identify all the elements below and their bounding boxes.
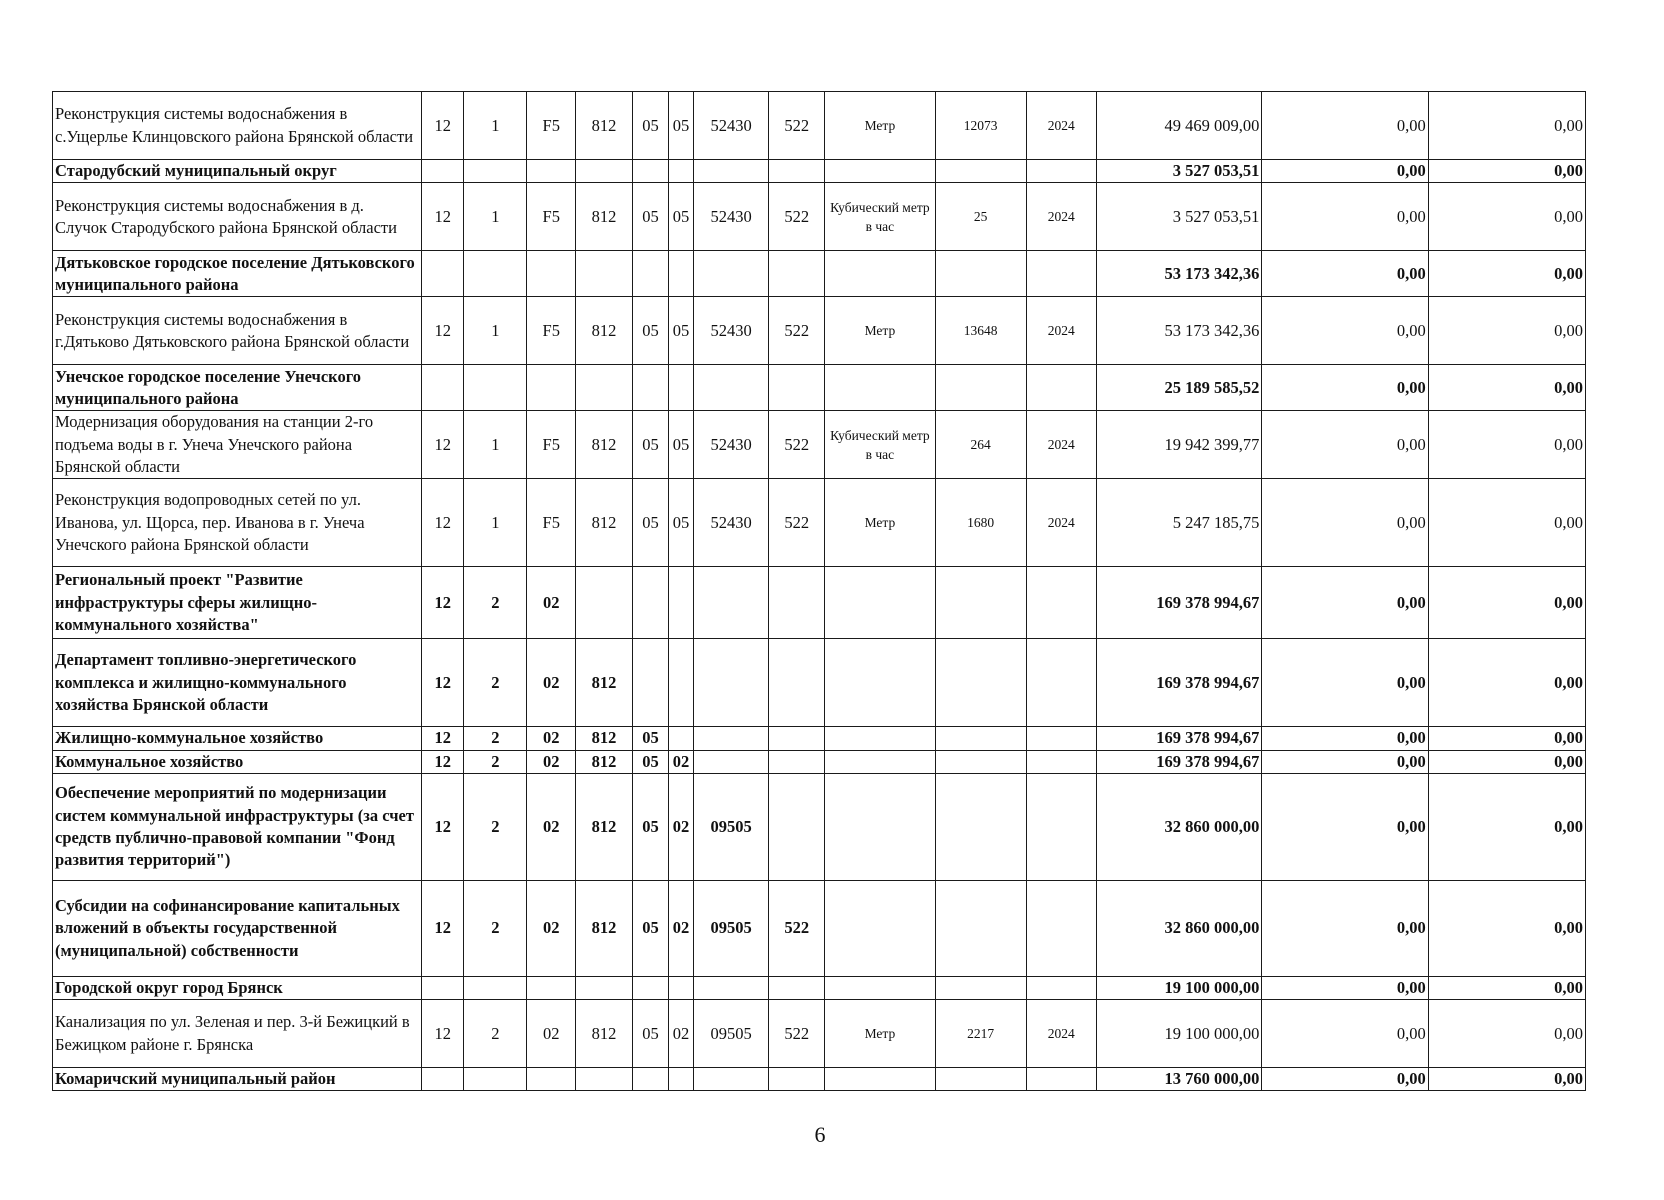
amount-cell-2: 0,00 <box>1262 880 1428 976</box>
year-cell: 2024 <box>1026 1000 1096 1068</box>
code-col-6: 05 <box>669 411 694 479</box>
code-col-6: 05 <box>669 183 694 251</box>
code-col-6: 05 <box>669 479 694 567</box>
amount-cell-2: 0,00 <box>1262 479 1428 567</box>
code-col-2 <box>464 365 527 411</box>
amount-cell-1: 49 469 009,00 <box>1096 92 1261 160</box>
code-col-3: F5 <box>527 183 576 251</box>
code-col-2 <box>464 251 527 297</box>
code-col-2: 1 <box>464 297 527 365</box>
unit-cell <box>825 365 936 411</box>
page-number: 6 <box>814 1122 826 1147</box>
code-col-1: 12 <box>422 411 464 479</box>
unit-cell <box>825 567 936 639</box>
code-col-3: 02 <box>527 880 576 976</box>
code-col-6 <box>669 160 694 183</box>
table-row <box>53 183 1586 251</box>
code-col-3: 02 <box>527 750 576 773</box>
unit-cell <box>825 1068 936 1091</box>
code-col-3: 02 <box>527 1000 576 1068</box>
code-col-8 <box>769 750 825 773</box>
unit-cell <box>825 750 936 773</box>
code-col-1 <box>422 976 464 999</box>
code-col-4: 812 <box>576 727 633 750</box>
amount-cell-2: 0,00 <box>1262 639 1428 727</box>
code-col-7 <box>693 365 768 411</box>
code-col-4 <box>576 567 633 639</box>
code-col-8 <box>769 365 825 411</box>
code-col-7: 09505 <box>693 880 768 976</box>
amount-cell-1: 169 378 994,67 <box>1096 750 1261 773</box>
row-name: Канализация по ул. Зеленая и пер. 3-й Бежицкий в Бежицком районе г. Брянска <box>53 1000 422 1068</box>
table-row <box>53 750 1586 773</box>
code-col-4: 812 <box>576 479 633 567</box>
code-col-5: 05 <box>632 750 668 773</box>
code-col-7 <box>693 639 768 727</box>
code-col-1: 12 <box>422 880 464 976</box>
amount-cell-1: 32 860 000,00 <box>1096 773 1261 880</box>
code-col-4: 812 <box>576 1000 633 1068</box>
code-col-2 <box>464 160 527 183</box>
table-row <box>53 880 1586 976</box>
amount-cell-3: 0,00 <box>1428 297 1585 365</box>
amount-cell-1: 19 100 000,00 <box>1096 1000 1261 1068</box>
code-col-6 <box>669 567 694 639</box>
amount-cell-3: 0,00 <box>1428 880 1585 976</box>
code-col-4: 812 <box>576 297 633 365</box>
year-cell <box>1026 727 1096 750</box>
unit-cell <box>825 880 936 976</box>
amount-cell-3: 0,00 <box>1428 479 1585 567</box>
amount-cell-2: 0,00 <box>1262 773 1428 880</box>
unit-cell: Метр <box>825 297 936 365</box>
row-name: Жилищно-коммунальное хозяйство <box>53 727 422 750</box>
code-col-4: 812 <box>576 92 633 160</box>
year-cell: 2024 <box>1026 92 1096 160</box>
code-col-4: 812 <box>576 880 633 976</box>
code-col-3: F5 <box>527 297 576 365</box>
code-col-2: 1 <box>464 479 527 567</box>
unit-cell <box>825 251 936 297</box>
code-col-1: 12 <box>422 297 464 365</box>
code-col-3: 02 <box>527 773 576 880</box>
amount-cell-1: 53 173 342,36 <box>1096 251 1261 297</box>
table-row <box>53 365 1586 411</box>
code-col-7: 52430 <box>693 92 768 160</box>
quantity-cell <box>935 365 1026 411</box>
code-col-6: 05 <box>669 92 694 160</box>
code-col-2 <box>464 1068 527 1091</box>
code-col-5: 05 <box>632 297 668 365</box>
quantity-cell: 2217 <box>935 1000 1026 1068</box>
code-col-5: 05 <box>632 183 668 251</box>
year-cell <box>1026 639 1096 727</box>
row-name: Коммунальное хозяйство <box>53 750 422 773</box>
unit-cell <box>825 727 936 750</box>
code-col-8 <box>769 251 825 297</box>
year-cell <box>1026 160 1096 183</box>
row-name: Модернизация оборудования на станции 2-го подъема воды в г. Унеча Унечского района Брянской области <box>53 411 422 479</box>
code-col-6: 05 <box>669 297 694 365</box>
unit-cell <box>825 639 936 727</box>
code-col-3 <box>527 976 576 999</box>
code-col-5: 05 <box>632 1000 668 1068</box>
code-col-1: 12 <box>422 727 464 750</box>
amount-cell-1: 169 378 994,67 <box>1096 567 1261 639</box>
budget-table <box>52 91 1586 1091</box>
amount-cell-3: 0,00 <box>1428 365 1585 411</box>
year-cell: 2024 <box>1026 411 1096 479</box>
amount-cell-1: 25 189 585,52 <box>1096 365 1261 411</box>
code-col-5: 05 <box>632 92 668 160</box>
row-name: Обеспечение мероприятий по модернизации систем коммунальной инфраструктуры (за счет средств публично-правовой компании "Фонд развития территорий") <box>53 773 422 880</box>
table-row <box>53 1000 1586 1068</box>
amount-cell-2: 0,00 <box>1262 976 1428 999</box>
quantity-cell <box>935 727 1026 750</box>
code-col-7: 52430 <box>693 411 768 479</box>
code-col-3: F5 <box>527 479 576 567</box>
table-row <box>53 251 1586 297</box>
code-col-7 <box>693 750 768 773</box>
quantity-cell <box>935 160 1026 183</box>
code-col-1: 12 <box>422 1000 464 1068</box>
code-col-8 <box>769 773 825 880</box>
code-col-2: 2 <box>464 750 527 773</box>
code-col-4: 812 <box>576 183 633 251</box>
code-col-7 <box>693 1068 768 1091</box>
code-col-7: 52430 <box>693 183 768 251</box>
year-cell: 2024 <box>1026 183 1096 251</box>
year-cell <box>1026 251 1096 297</box>
code-col-8: 522 <box>769 92 825 160</box>
code-col-4: 812 <box>576 750 633 773</box>
code-col-6 <box>669 727 694 750</box>
amount-cell-2: 0,00 <box>1262 251 1428 297</box>
code-col-6 <box>669 365 694 411</box>
code-col-1: 12 <box>422 639 464 727</box>
table-body <box>53 92 1586 1091</box>
amount-cell-1: 32 860 000,00 <box>1096 880 1261 976</box>
row-name: Департамент топливно-энергетического комплекса и жилищно-коммунального хозяйства Брянской области <box>53 639 422 727</box>
code-col-4 <box>576 365 633 411</box>
table-row <box>53 773 1586 880</box>
amount-cell-2: 0,00 <box>1262 1068 1428 1091</box>
code-col-2: 2 <box>464 773 527 880</box>
quantity-cell: 13648 <box>935 297 1026 365</box>
year-cell <box>1026 773 1096 880</box>
amount-cell-2: 0,00 <box>1262 1000 1428 1068</box>
code-col-3 <box>527 1068 576 1091</box>
code-col-1 <box>422 251 464 297</box>
code-col-5: 05 <box>632 479 668 567</box>
amount-cell-3: 0,00 <box>1428 773 1585 880</box>
code-col-3: 02 <box>527 727 576 750</box>
row-name: Городской округ город Брянск <box>53 976 422 999</box>
code-col-8: 522 <box>769 479 825 567</box>
code-col-7 <box>693 160 768 183</box>
amount-cell-2: 0,00 <box>1262 411 1428 479</box>
unit-cell: Метр <box>825 479 936 567</box>
code-col-8 <box>769 727 825 750</box>
row-name: Субсидии на софинансирование капитальных вложений в объекты государственной (муниципальной) собственности <box>53 880 422 976</box>
row-name: Реконструкция водопроводных сетей по ул. Иванова, ул. Щорса, пер. Иванова в г. Унеча Унечского района Брянской области <box>53 479 422 567</box>
quantity-cell: 264 <box>935 411 1026 479</box>
code-col-6: 02 <box>669 773 694 880</box>
table-row <box>53 639 1586 727</box>
code-col-4: 812 <box>576 639 633 727</box>
table-row <box>53 976 1586 999</box>
code-col-1: 12 <box>422 479 464 567</box>
code-col-5: 05 <box>632 727 668 750</box>
code-col-5 <box>632 639 668 727</box>
amount-cell-2: 0,00 <box>1262 183 1428 251</box>
code-col-2: 1 <box>464 92 527 160</box>
row-name: Реконструкция системы водоснабжения в д. Случок Стародубского района Брянской области <box>53 183 422 251</box>
amount-cell-1: 169 378 994,67 <box>1096 727 1261 750</box>
amount-cell-3: 0,00 <box>1428 411 1585 479</box>
code-col-8 <box>769 1068 825 1091</box>
code-col-2: 2 <box>464 1000 527 1068</box>
amount-cell-1: 3 527 053,51 <box>1096 183 1261 251</box>
code-col-7: 52430 <box>693 297 768 365</box>
amount-cell-2: 0,00 <box>1262 567 1428 639</box>
table-row <box>53 479 1586 567</box>
code-col-6 <box>669 976 694 999</box>
amount-cell-2: 0,00 <box>1262 297 1428 365</box>
quantity-cell <box>935 773 1026 880</box>
amount-cell-1: 3 527 053,51 <box>1096 160 1261 183</box>
amount-cell-2: 0,00 <box>1262 365 1428 411</box>
code-col-1 <box>422 1068 464 1091</box>
code-col-6: 02 <box>669 880 694 976</box>
quantity-cell <box>935 1068 1026 1091</box>
code-col-5 <box>632 365 668 411</box>
code-col-2: 2 <box>464 567 527 639</box>
code-col-3: F5 <box>527 92 576 160</box>
code-col-2: 2 <box>464 880 527 976</box>
row-name: Реконструкция системы водоснабжения в с.Ущерлье Клинцовского района Брянской области <box>53 92 422 160</box>
unit-cell <box>825 160 936 183</box>
year-cell <box>1026 976 1096 999</box>
amount-cell-3: 0,00 <box>1428 727 1585 750</box>
code-col-5 <box>632 976 668 999</box>
code-col-8: 522 <box>769 880 825 976</box>
table-row <box>53 297 1586 365</box>
code-col-7 <box>693 251 768 297</box>
table-row <box>53 727 1586 750</box>
code-col-6: 02 <box>669 750 694 773</box>
amount-cell-1: 53 173 342,36 <box>1096 297 1261 365</box>
unit-cell <box>825 773 936 880</box>
code-col-7: 52430 <box>693 479 768 567</box>
code-col-7 <box>693 567 768 639</box>
code-col-2: 2 <box>464 639 527 727</box>
code-col-5: 05 <box>632 773 668 880</box>
quantity-cell <box>935 639 1026 727</box>
amount-cell-3: 0,00 <box>1428 251 1585 297</box>
amount-cell-1: 13 760 000,00 <box>1096 1068 1261 1091</box>
year-cell: 2024 <box>1026 297 1096 365</box>
code-col-6 <box>669 1068 694 1091</box>
unit-cell <box>825 976 936 999</box>
amount-cell-3: 0,00 <box>1428 92 1585 160</box>
quantity-cell: 12073 <box>935 92 1026 160</box>
code-col-1: 12 <box>422 92 464 160</box>
code-col-4: 812 <box>576 773 633 880</box>
unit-cell: Кубический метр в час <box>825 183 936 251</box>
year-cell <box>1026 567 1096 639</box>
quantity-cell <box>935 567 1026 639</box>
code-col-5 <box>632 251 668 297</box>
code-col-4: 812 <box>576 411 633 479</box>
row-name: Стародубский муниципальный округ <box>53 160 422 183</box>
amount-cell-3: 0,00 <box>1428 1068 1585 1091</box>
row-name: Региональный проект "Развитие инфраструктуры сферы жилищно-коммунального хозяйства" <box>53 567 422 639</box>
code-col-3: 02 <box>527 639 576 727</box>
code-col-7: 09505 <box>693 1000 768 1068</box>
code-col-8: 522 <box>769 411 825 479</box>
quantity-cell <box>935 976 1026 999</box>
code-col-6 <box>669 251 694 297</box>
amount-cell-3: 0,00 <box>1428 567 1585 639</box>
amount-cell-3: 0,00 <box>1428 976 1585 999</box>
year-cell <box>1026 880 1096 976</box>
code-col-2: 1 <box>464 411 527 479</box>
unit-cell: Метр <box>825 92 936 160</box>
code-col-8: 522 <box>769 1000 825 1068</box>
code-col-4 <box>576 976 633 999</box>
code-col-4 <box>576 1068 633 1091</box>
amount-cell-3: 0,00 <box>1428 639 1585 727</box>
code-col-2: 1 <box>464 183 527 251</box>
amount-cell-2: 0,00 <box>1262 92 1428 160</box>
code-col-1: 12 <box>422 183 464 251</box>
code-col-3 <box>527 365 576 411</box>
code-col-5 <box>632 1068 668 1091</box>
code-col-3: 02 <box>527 567 576 639</box>
code-col-8 <box>769 639 825 727</box>
year-cell: 2024 <box>1026 479 1096 567</box>
amount-cell-3: 0,00 <box>1428 1000 1585 1068</box>
code-col-1 <box>422 365 464 411</box>
unit-cell: Кубический метр в час <box>825 411 936 479</box>
code-col-4 <box>576 251 633 297</box>
code-col-5 <box>632 567 668 639</box>
amount-cell-2: 0,00 <box>1262 750 1428 773</box>
amount-cell-1: 19 942 399,77 <box>1096 411 1261 479</box>
code-col-2: 2 <box>464 727 527 750</box>
code-col-8 <box>769 567 825 639</box>
quantity-cell: 25 <box>935 183 1026 251</box>
code-col-3 <box>527 251 576 297</box>
amount-cell-1: 169 378 994,67 <box>1096 639 1261 727</box>
year-cell <box>1026 1068 1096 1091</box>
code-col-6 <box>669 639 694 727</box>
table-row <box>53 1068 1586 1091</box>
row-name: Унечское городское поселение Унечского муниципального района <box>53 365 422 411</box>
amount-cell-2: 0,00 <box>1262 160 1428 183</box>
row-name: Дятьковское городское поселение Дятьковского муниципального района <box>53 251 422 297</box>
code-col-7: 09505 <box>693 773 768 880</box>
code-col-7 <box>693 727 768 750</box>
code-col-5 <box>632 160 668 183</box>
code-col-7 <box>693 976 768 999</box>
table-row <box>53 567 1586 639</box>
code-col-4 <box>576 160 633 183</box>
amount-cell-3: 0,00 <box>1428 183 1585 251</box>
code-col-1: 12 <box>422 750 464 773</box>
unit-cell: Метр <box>825 1000 936 1068</box>
code-col-3: F5 <box>527 411 576 479</box>
year-cell <box>1026 365 1096 411</box>
table-row <box>53 160 1586 183</box>
row-name: Реконструкция системы водоснабжения в г.Дятьково Дятьковского района Брянской области <box>53 297 422 365</box>
code-col-5: 05 <box>632 880 668 976</box>
code-col-1: 12 <box>422 567 464 639</box>
quantity-cell <box>935 880 1026 976</box>
quantity-cell <box>935 251 1026 297</box>
amount-cell-2: 0,00 <box>1262 727 1428 750</box>
code-col-8: 522 <box>769 297 825 365</box>
quantity-cell <box>935 750 1026 773</box>
code-col-8 <box>769 160 825 183</box>
amount-cell-1: 19 100 000,00 <box>1096 976 1261 999</box>
code-col-6: 02 <box>669 1000 694 1068</box>
code-col-3 <box>527 160 576 183</box>
quantity-cell: 1680 <box>935 479 1026 567</box>
amount-cell-3: 0,00 <box>1428 160 1585 183</box>
table-row <box>53 92 1586 160</box>
code-col-8: 522 <box>769 183 825 251</box>
year-cell <box>1026 750 1096 773</box>
code-col-1: 12 <box>422 773 464 880</box>
table-row <box>53 411 1586 479</box>
amount-cell-1: 5 247 185,75 <box>1096 479 1261 567</box>
code-col-1 <box>422 160 464 183</box>
code-col-2 <box>464 976 527 999</box>
row-name: Комаричский муниципальный район <box>53 1068 422 1091</box>
amount-cell-3: 0,00 <box>1428 750 1585 773</box>
code-col-8 <box>769 976 825 999</box>
code-col-5: 05 <box>632 411 668 479</box>
